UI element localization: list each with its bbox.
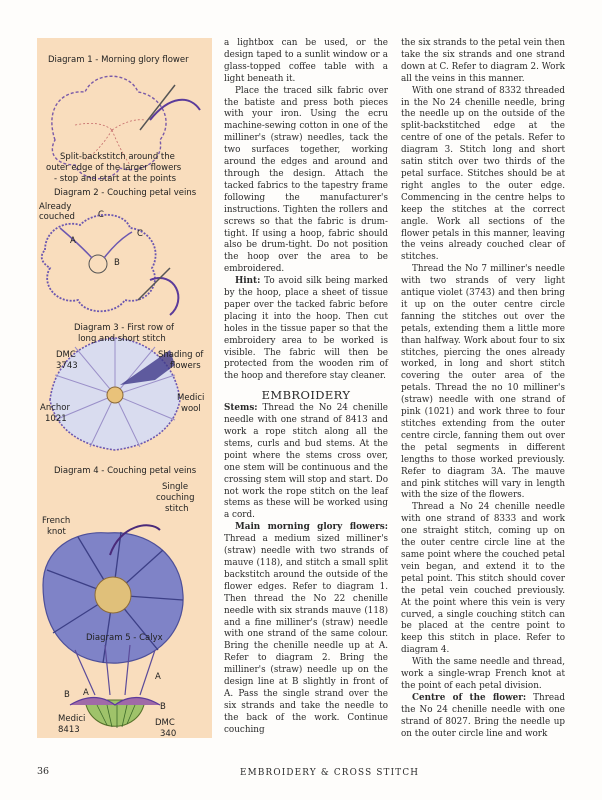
diagram-3-title-1: Diagram 3 - First row of [74,323,175,333]
diagram-4-single-1: Single [162,482,189,492]
diagram-3-shading-2: flowers [170,361,201,371]
paragraph-text: Thread a No 24 chenille needle with one strand of 8333 and work one straight stitch, coming up on the outer centre circle line at the same point where the couched petal vein began, and extend it to the petal point. This stitch should cover the petal vein couched previously. At the point where this vein is very curved, a single couching stitch can be placed at the centre point to keep this stitch in place. Refer to diagram 4. [401,502,565,656]
paragraph-lead: Centre of the flower: [412,692,527,703]
text-column-1 [224,38,388,737]
paragraph-text: Thread the No 7 milliner's needle with two strands of very light antique violet (3743) and then bring it up on the outer centre circle fanning the stitches out over the petals, extending them a little more than halfway. Work about four to six stitches, piercing the ones already worked, in long and short stitch covering the outer area of the petals. Thread the no 10 milliner's (straw) needle with one strand of pink (1021) and work three to four stitches extending from the outer centre circle, fanning them out over the petal segments in different lengths to those worked previously. Refer to diagram 3A. The mauve and pink stitches will vary in length with the size of the flowers. [401,264,565,501]
paragraph-text: With the same needle and thread, work a single-wrap French knot at the point of each petal division. [401,657,565,691]
d4-flower [43,532,183,663]
section-heading-embroidery: EMBROIDERY [261,388,351,403]
paragraph-text: the six strands to the petal vein then take the six strands and one strand down at C. Refer to diagram 2. Work all the veins in this manner. [401,38,565,84]
diagram-5-medici-2: 8413 [58,725,80,735]
paragraph-lead: Hint: [235,276,261,287]
paragraph [224,522,388,736]
paragraph-text: Thread the No 24 chenille needle with one strand of 8413 and work a rope stitch along all the stems, curls and bud stems. At the point where the stems cross over, one stem will be continuous and the crossing stem will stop and start. Do not work the rope stitch on the leaf stems as these will be worked using a cord. [224,403,388,521]
paragraph-text: With one strand of 8332 threaded in the No 24 chenille needle, bring the needle up on the outside of the split-backstitched edge at the centre of one of the petals. Refer to diagram 3. Stitch long and short satin stitch over two thirds of the petal surface. Stitches should be at right angles to the outer edge. Commencing in the centre helps to keep the stitches at the correct angle. Work all sections of the flower petals in this manner, leaving the veins already couched clear of stitches. [401,85,565,263]
diagram-3-anchor-2: 1021 [45,414,67,424]
diagram-3-medici-1: Medici [177,393,205,403]
paragraph-lead: Stems: [224,403,258,414]
diagram-5-dmc-1: DMC [155,718,175,728]
diagram-2-already-1: Already [39,202,72,212]
diagram-1-title: Diagram 1 - Morning glory flower [48,55,189,65]
diagram-3-dmc-1: DMC [56,350,76,360]
paragraph [224,276,388,383]
diagram-3-medici-2: wool [181,404,201,414]
diagram-3-shading-1: Shading of [158,350,204,360]
diagram-3-anchor-1: Anchor [40,403,70,413]
column-1b-paragraphs [224,403,388,736]
diagram-5-label-a1: A [155,672,161,682]
diagram-1-caption-3: - stop and start at the points [54,174,177,184]
diagram-2-label-b: B [114,258,120,268]
diagram-2-label-c2: C [137,229,143,239]
diagram-3-title-2: long and short stitch [78,334,166,344]
diagram-2-title: Diagram 2 - Couching petal veins [54,188,197,198]
paragraph [401,693,565,741]
paragraph-lead: Main morning glory flowers: [235,522,388,533]
column-2-paragraphs [401,38,565,740]
paragraph [401,657,565,693]
diagram-4-single-3: stitch [165,504,189,514]
diagram-5-medici-1: Medici [58,714,86,724]
diagram-5-title: Diagram 5 - Calyx [86,633,163,643]
text-column-2 [401,38,565,740]
paragraph [224,403,388,522]
diagram-2-label-a: A [70,236,76,246]
diagram-5-dmc-2: 340 [160,729,177,739]
paragraph [401,264,565,502]
paragraph [401,38,565,86]
diagram-4-single-2: couching [156,493,195,503]
diagram-5-label-a2: A [83,688,89,698]
paragraph-text: a lightbox can be used, or the design taped to a sunlit window or a glass-topped coffee table with a light beneath it. [224,38,388,84]
page-number: 36 [37,766,50,777]
paragraph-text: To avoid silk being marked by the hoop, place a sheet of tissue paper over the tacked fabric before placing it into the hoop. Then cut holes in the tissue paper so that the embroidery area to be worked is visible. The fabric will then be protected from the wooden rim of the hoop and therefore stay cleaner. [224,276,388,382]
paragraph [224,38,388,86]
column-1-paragraphs [224,38,388,383]
paragraph [401,86,565,265]
diagram-5-label-b1: B [64,690,70,700]
paragraph-text: Place the traced silk fabric over the batiste and press both pieces with your iron. Using the ecru machine-sewing cotton in one of the milliner's (straw) needles, tack the two surfaces together, working around the edges and around and through the design. Attach the tacked fabrics to the tapestry frame following the manufacturer's instructions. Tighten the rollers and screws so that the fabric is drum-tight. If using a hoop, fabric should also be drum-tight. Do not position the hoop over the area to be embroidered. [224,85,388,275]
paragraph [224,86,388,277]
diagram-4-title: Diagram 4 - Couching petal veins [54,466,197,476]
paragraph-text: Thread the No 24 chenille needle with one strand of 8027. Bring the needle up on the outer circle line and work [401,692,565,739]
running-title: EMBROIDERY & CROSS STITCH [240,768,420,778]
paragraph-text: Thread a medium sized milliner's (straw) needle with two strands of mauve (118), and stitch a small split backstitch around the outside of the flower edges. Refer to diagram 1. Then thread the No 22 chenille needle with six strands mauve (118) and a fine milliner's (straw) needle with one strand of the same colour. Bring the chenille needle up at A. Refer to diagram 2. Bring the milliner's (straw) needle up on the design line at B slightly in front of A. Pass the single strand over the six strands and take the needle to the back of the work. Continue couching [224,534,388,735]
diagram-4-french-2: knot [47,527,66,537]
diagram-1-caption-2: outer edge of the larger flowers [46,163,182,173]
diagram-2-already-2: couched [39,212,75,222]
paragraph [401,502,565,657]
diagram-4-french-1: French [42,516,71,526]
diagram-5-label-b2: B [160,702,166,712]
diagram-2-label-c1: C [98,210,104,220]
diagram-3-dmc-2: 3743 [56,361,78,371]
diagram-1-caption-1: Split-backstitch around the [60,152,175,162]
